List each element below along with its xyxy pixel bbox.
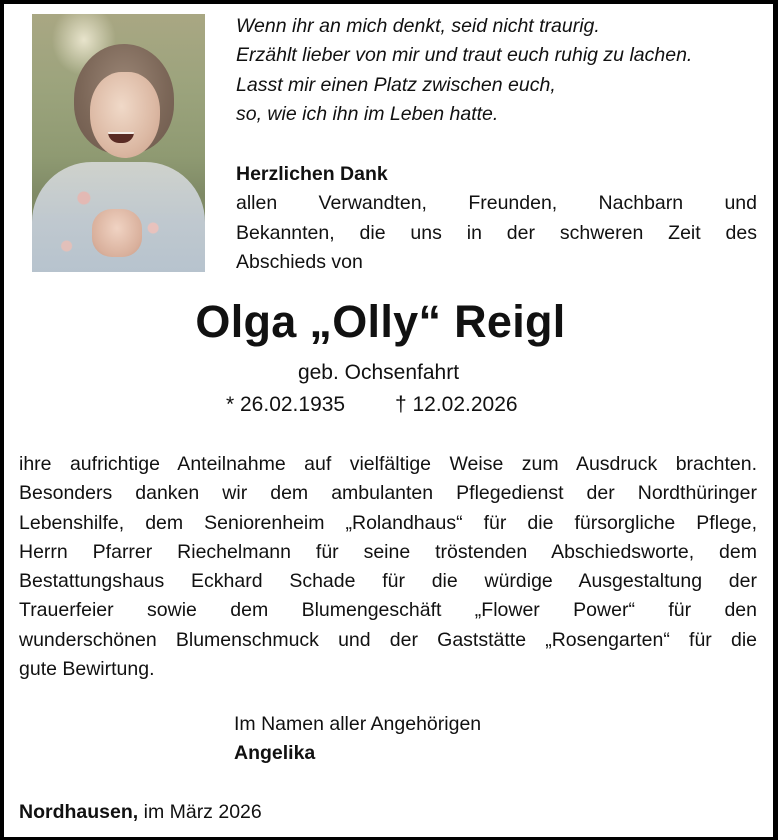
place-date-line bbox=[19, 798, 262, 827]
city-name: Nordhausen, bbox=[19, 801, 139, 823]
photo-face-shape bbox=[90, 72, 160, 158]
signature-intro: Im Namen aller Angehörigen bbox=[234, 713, 482, 735]
poem-line: so, wie ich ihn im Leben hatte. bbox=[236, 102, 499, 125]
thanks-line: Bekannten, die uns in der schweren Zeit des bbox=[236, 221, 757, 244]
date-text: im März 2026 bbox=[138, 801, 262, 823]
photo-hands-shape bbox=[92, 209, 142, 257]
body-line: Herrn Pfarrer Riechelmann für seine tröstenden Abschiedsworte, dem bbox=[19, 540, 757, 563]
thanks-line: Abschieds von bbox=[236, 250, 363, 273]
poem-line: Lasst mir einen Platz zwischen euch, bbox=[236, 73, 556, 96]
birth-date: * 26.02.1935 bbox=[226, 393, 346, 416]
birth-name: geb. Ochsenfahrt bbox=[297, 361, 460, 384]
portrait-photo bbox=[32, 14, 205, 272]
signature-block bbox=[234, 710, 481, 769]
poem-line: Wenn ihr an mich denkt, seid nicht traurig. bbox=[236, 15, 600, 37]
deceased-name: Olga „Olly“ Reigl bbox=[195, 296, 566, 347]
body-line: Trauerfeier sowie dem Blumengeschäft „Flower Power“ für den bbox=[19, 599, 757, 622]
thanks-block bbox=[236, 160, 757, 277]
death-date: † 12.02.2026 bbox=[394, 393, 518, 416]
obituary-card bbox=[4, 4, 773, 837]
body-line: gute Bewirtung. bbox=[19, 658, 155, 681]
thanks-title: Herzlichen Dank bbox=[236, 163, 388, 185]
thanks-line: allen Verwandten, Freunden, Nachbarn und bbox=[236, 192, 757, 215]
body-line: wunderschönen Blumenschmuck und der Gaststätte „Rosengarten“ für die bbox=[19, 628, 757, 651]
body-line: ihre aufrichtige Anteilnahme auf vielfältige Weise zum Ausdruck brachten. bbox=[19, 453, 757, 475]
body-line: Besonders danken wir dem ambulanten Pflegedienst der Nordthüringer bbox=[19, 482, 757, 505]
body-line: Lebenshilfe, dem Seniorenheim „Rolandhaus“ für die fürsorgliche Pflege, bbox=[19, 511, 757, 534]
memorial-poem bbox=[236, 12, 766, 129]
signature-name: Angelika bbox=[234, 742, 316, 765]
body-line: Bestattungshaus Eckhard Schade für die würdige Ausgestaltung der bbox=[19, 570, 757, 593]
acknowledgement-text bbox=[19, 450, 757, 684]
poem-line: Erzählt lieber von mir und traut euch ruhig zu lachen. bbox=[236, 44, 693, 67]
life-dates bbox=[226, 391, 518, 419]
